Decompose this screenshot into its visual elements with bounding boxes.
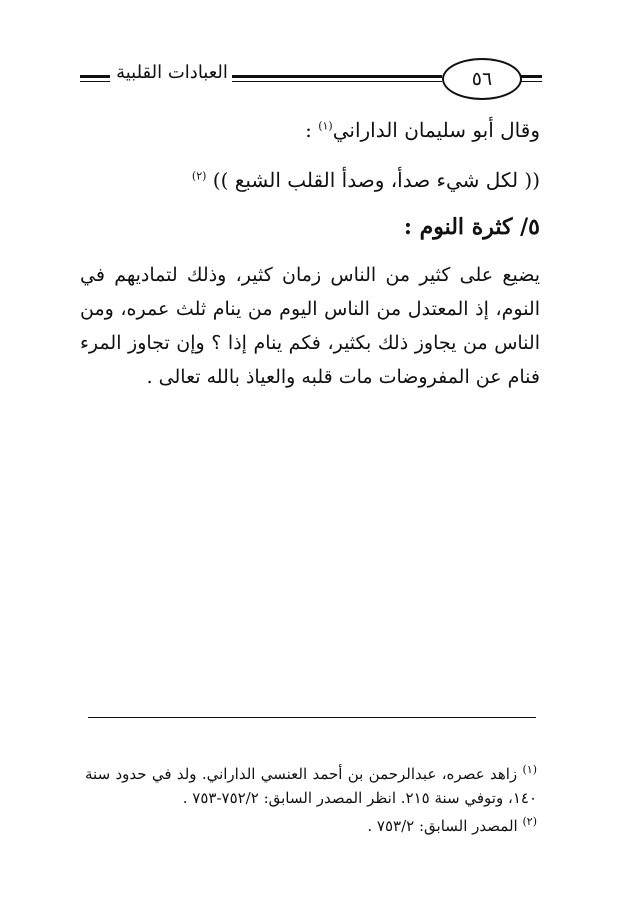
footnote-text-1: زاهد عصره، عبدالرحمن بن أحمد العنسي الداراني. ولد في حدود سنة ١٤٠، وتوفي سنة ٢١٥. انظر المصدر السابق: ٧٥٢/٢-٧٥٣ . [85,765,537,807]
intro-text: وقال أبو سليمان الداراني [332,118,540,142]
footnote-1 [85,758,537,810]
footnotes [85,758,537,838]
footnote-ref-2: (٢) [191,169,207,183]
intro-suffix: : [305,118,319,142]
header-rule-right [520,75,542,78]
footnote-mark-1: (١) [522,763,537,776]
footnote-separator [88,717,536,718]
header-rule-middle [232,75,442,78]
running-title: العبادات القلبية [116,62,228,83]
page-header [80,58,540,98]
quote-text: (( لكل شيء صدأ، وصدأ القلب الشبع )) [212,168,540,192]
footnote-2 [85,810,537,838]
intro-line [305,118,540,142]
footnote-mark-2: (٢) [522,815,537,828]
footnote-ref-1: (١) [318,119,333,133]
page-number-oval [442,58,522,100]
section-heading: ٥/ كثرة النوم : [403,214,540,240]
page-number: ٥٦ [471,68,493,90]
quote-line [192,168,540,192]
footnote-text-2: المصدر السابق: ٧٥٣/٢ . [367,817,518,835]
body-paragraph: يضيع على كثير من الناس زمان كثير، وذلك لتماديهم في النوم، إذ المعتدل من الناس اليوم من ينام ثلث عمره، ومن الناس من يجاوز ذلك بكثير، فكم ينام إذا ؟ وإن تجاوز المرء فنام عن المفروضات مات قلبه والعياذ بالله تعالى . [80,264,540,388]
header-rule-left [80,75,110,78]
